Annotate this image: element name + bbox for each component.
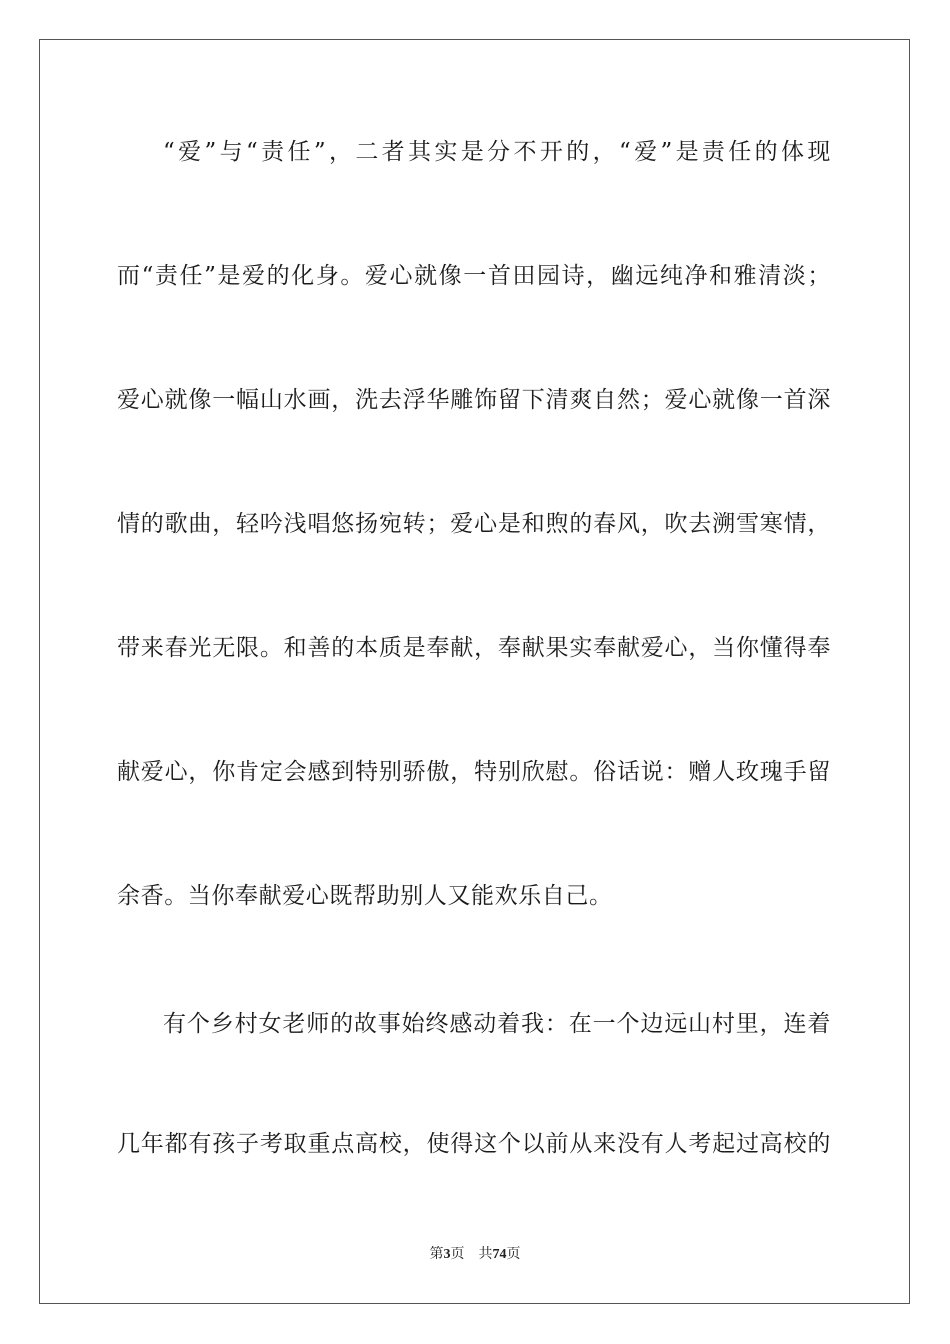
paragraph-1-line-3: 爱心就像一幅山水画，洗去浮华雕饰留下清爽自然；爱心就像一首深	[117, 387, 831, 413]
paragraph-1-line-4: 情的歌曲，轻吟浅唱悠扬宛转；爱心是和煦的春风，吹去溯雪寒情，	[117, 511, 831, 537]
page-footer	[0, 1246, 950, 1264]
paragraph-1-line-2: 而“责任”是爱的化身。爱心就像一首田园诗，幽远纯净和雅清淡；	[117, 263, 831, 289]
paragraph-2-line-2: 几年都有孩子考取重点高校，使得这个以前从来没有人考起过高校的	[117, 1131, 831, 1157]
paragraph-2-line-1: 有个乡村女老师的故事始终感动着我：在一个边远山村里，连着	[163, 1011, 831, 1037]
paragraph-1-line-6: 献爱心，你肯定会感到特别骄傲，特别欣慰。俗话说：赠人玫瑰手留	[117, 759, 831, 785]
paragraph-1-line-1: “爱”与“责任”，二者其实是分不开的，“爱”是责任的体现	[163, 139, 831, 165]
page-label-prefix: 第	[429, 1247, 444, 1262]
total-pages: 74	[492, 1247, 507, 1262]
total-label-prefix: 共	[478, 1247, 493, 1262]
paragraph-1-line-5: 带来春光无限。和善的本质是奉献，奉献果实奉献爱心，当你懂得奉	[117, 635, 831, 661]
page-border	[39, 39, 910, 1304]
total-label-suffix: 页	[506, 1247, 521, 1262]
page-number: 3	[443, 1247, 451, 1262]
page-label-suffix: 页	[450, 1247, 465, 1262]
paragraph-1-line-7: 余香。当你奉献爱心既帮助别人又能欢乐自己。	[117, 883, 613, 909]
